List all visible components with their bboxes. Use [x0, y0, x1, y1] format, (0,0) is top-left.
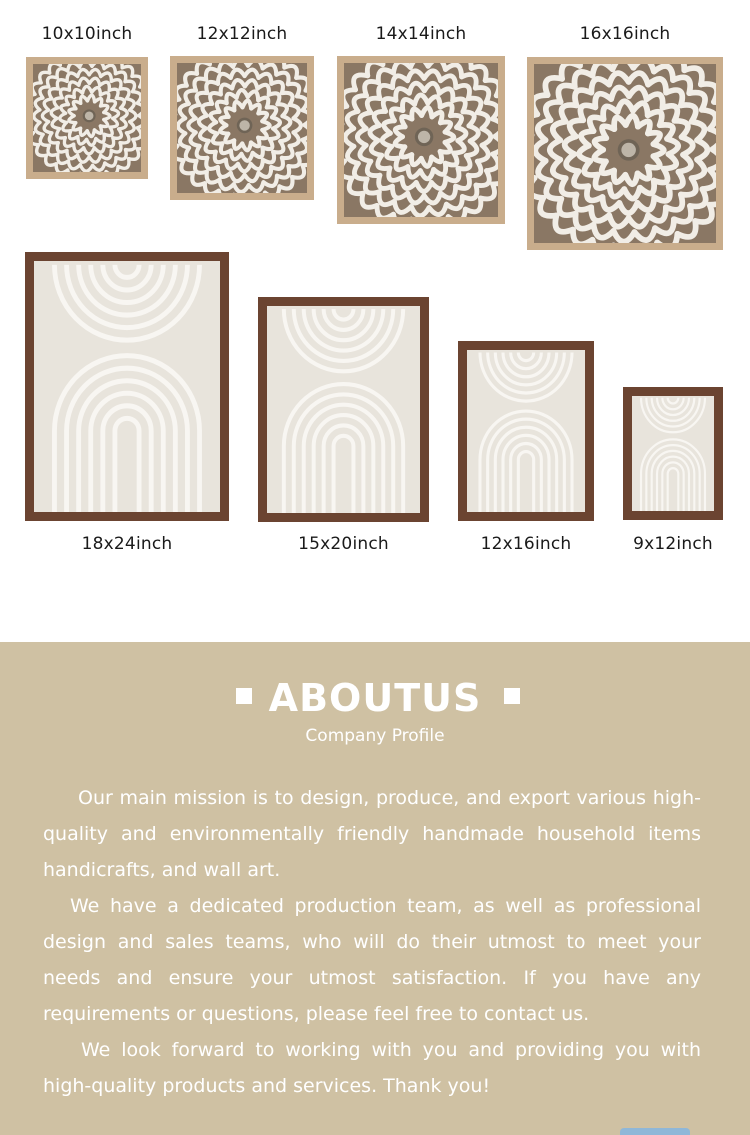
about-subtitle: Company Profile [305, 726, 445, 746]
artwork-12x16-image[interactable] [458, 341, 594, 521]
artwork-9x12-image[interactable] [623, 387, 723, 520]
size-label-9x12: 9x12inch [633, 534, 713, 554]
about-title: ABOUTUS [268, 676, 482, 720]
artwork-10x10-image[interactable] [26, 57, 148, 179]
artwork-15x20-image[interactable] [258, 297, 429, 522]
lotus-pattern-icon [344, 63, 498, 217]
size-label-14x14: 14x14inch [375, 24, 467, 44]
artwork-18x24-image[interactable] [25, 252, 229, 521]
corner-decoration [620, 1128, 690, 1135]
size-label-10x10: 10x10inch [41, 24, 133, 44]
about-paragraph-team: We have a dedicated production team, as well as professional design and sales teams, who will do their utmost to meet your needs and ensure your utmost satisfaction. If you have any requirements or questions, please feel free to contact us. [43, 895, 701, 1025]
arch-pattern-icon [34, 261, 220, 512]
about-paragraph-mission: Our main mission is to design, produce, and export various high-quality and environmentally friendly handmade household items handicrafts, and wall art. [43, 787, 701, 881]
artwork-14x14-image[interactable] [337, 56, 505, 224]
arch-pattern-icon [632, 396, 714, 511]
size-label-15x20: 15x20inch [298, 534, 389, 554]
arch-pattern-icon [267, 306, 420, 513]
size-label-18x24: 18x24inch [81, 534, 173, 554]
lotus-pattern-icon [177, 63, 307, 193]
size-label-16x16: 16x16inch [579, 24, 671, 44]
arch-pattern-icon [467, 350, 585, 512]
title-square-right-icon [504, 688, 520, 704]
artwork-12x12-image[interactable] [170, 56, 314, 200]
lotus-pattern-icon [33, 64, 141, 172]
size-label-12x16: 12x16inch [480, 534, 572, 554]
about-us-section [0, 642, 750, 1135]
about-paragraph-closing: We look forward to working with you and providing you with high-quality products and services. Thank you! [43, 1039, 701, 1097]
size-label-12x12: 12x12inch [196, 24, 288, 44]
lotus-pattern-icon [534, 64, 716, 243]
artwork-16x16-image[interactable] [527, 57, 723, 250]
